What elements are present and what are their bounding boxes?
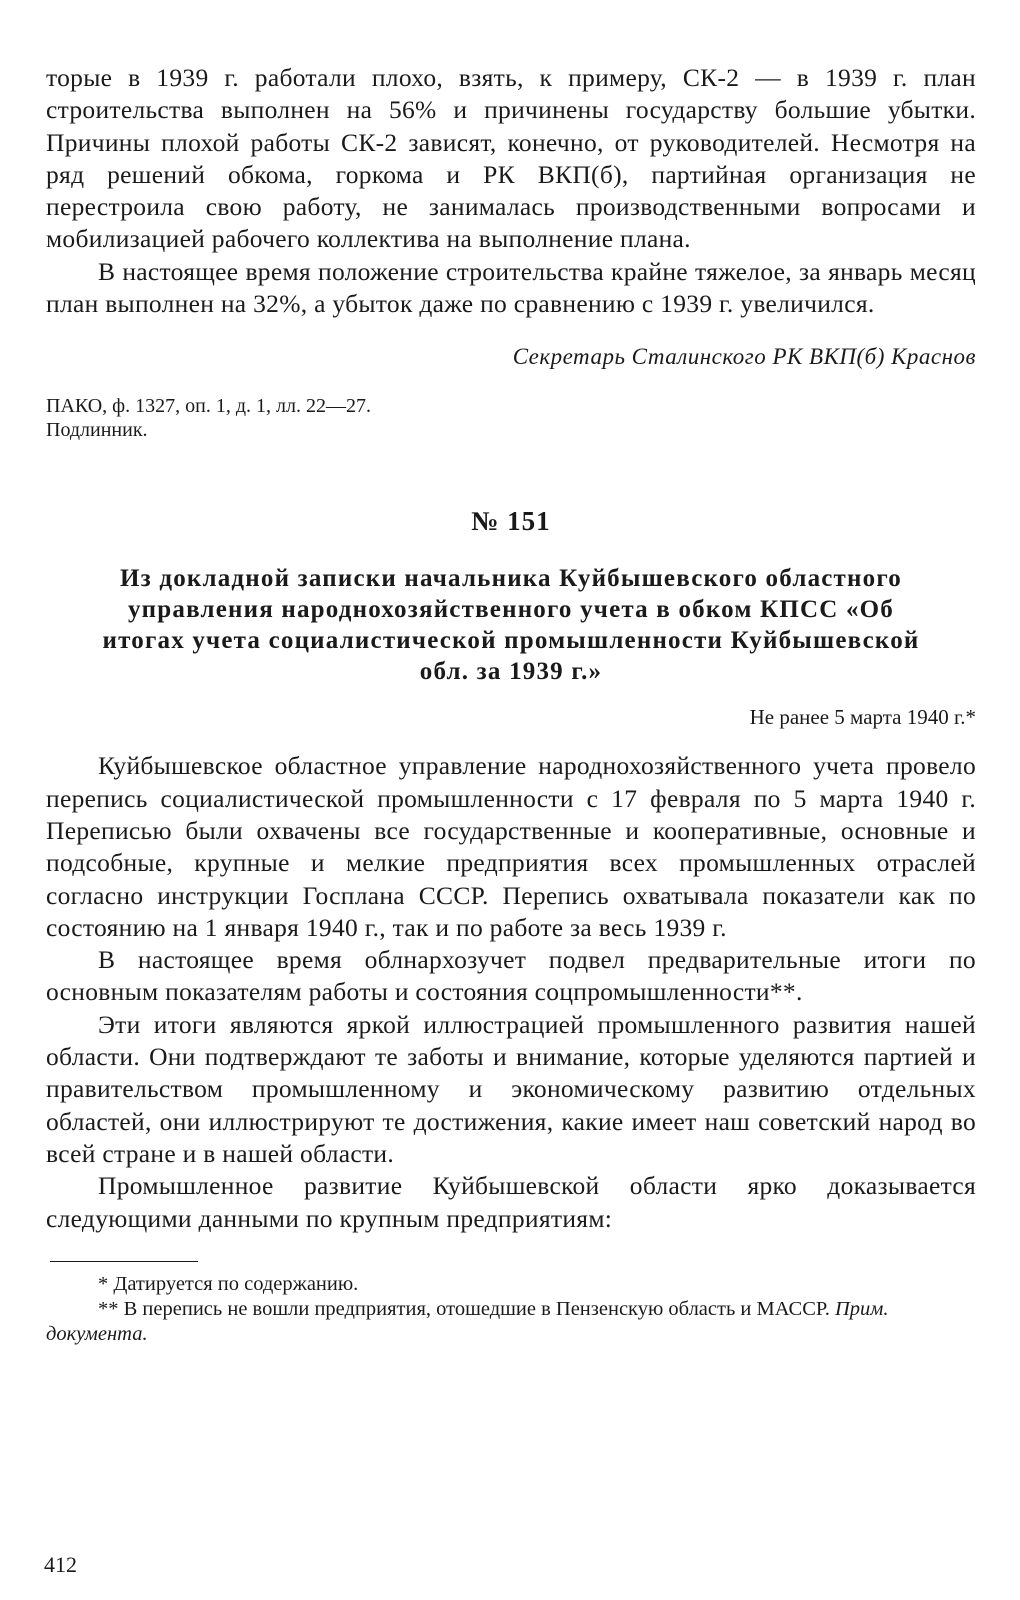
signature: Секретарь Сталинского РК ВКП(б) Краснов (512, 344, 976, 370)
footnote-divider (50, 1261, 198, 1262)
continuation-paragraph-2: В настоящее время положение строительства крайне тяжелое, за январь месяц план выполнен на 32%, а убыток даже по сравнению с 1939 г. увеличился. (46, 256, 976, 319)
body-paragraph-3: Эти итоги являются яркой иллюстрацией промышленного развития нашей области. Они подтверждают те заботы и внимание, которые уделяются партией и правительством промышленному и экономическому развитию отдельных областей, они иллюстрируют те достижения, какие имеет наш советский народ во всей стране и в нашей области. (46, 1009, 976, 1168)
document-date: Не ранее 5 марта 1940 г.* (749, 705, 976, 730)
footnote-2 (46, 1297, 976, 1347)
body-paragraph-2: В настоящее время облнархозучет подвел предварительные итоги по основным показателям работы и состояния соцпромышленности**. (46, 945, 976, 1007)
continuation-paragraph-1: торые в 1939 г. работали плохо, взять, к примеру, СК-2 — в 1939 г. план строительства выполнен на 56% и причинены государству большие убытки. Причины плохой работы СК-2 зависят, конечно, от руководителей. Несмотря на ряд решений обкома, горкома и РК ВКП(б), партийная организация не перестроила свою работу, не занималась производственными вопросами и мобилизацией рабочего коллектива на выполнение плана. (46, 63, 976, 254)
document-page (46, 62, 976, 1347)
archive-reference: ПАКО, ф. 1327, оп. 1, д. 1, лл. 22—27. (46, 395, 371, 418)
body-paragraph-4: Промышленное развитие Куйбышевской области ярко доказывается следующими данными по крупным предприятиям: (46, 1171, 976, 1233)
document-title: Из докладной записки начальника Куйбышевского областного управления народнохозяйственного учета в обком КПСС «Об итогах учета социалистической промышленности Куйбышевской обл. за 1939 г.» (102, 565, 920, 686)
body-paragraph-1: Куйбышевское областное управление народнохозяйственного учета провело перепись социалистической промышленности с 17 февраля по 5 марта 1940 г. Переписью были охвачены все государственные и кооперативные, основные и подсобные, крупные и мелкие предприятия всех промышленных отраслей согласно инструкции Госплана СССР. Перепись охватывала показатели как по состоянию на 1 января 1940 г., так и по работе за весь 1939 г. (46, 751, 976, 942)
archive-source (46, 394, 976, 442)
footnote-2-attribution: Прим. документа. (46, 1297, 889, 1345)
original-note: Подлинник. (46, 419, 148, 442)
footnote-1: * Датируется по содержанию. (98, 1272, 359, 1295)
document-number: № 151 (471, 506, 551, 537)
footnote-2-text: ** В перепись не вошли предприятия, отошедшие в Пензенскую область и МАССР. (98, 1297, 835, 1320)
page-number: 412 (44, 1552, 77, 1577)
